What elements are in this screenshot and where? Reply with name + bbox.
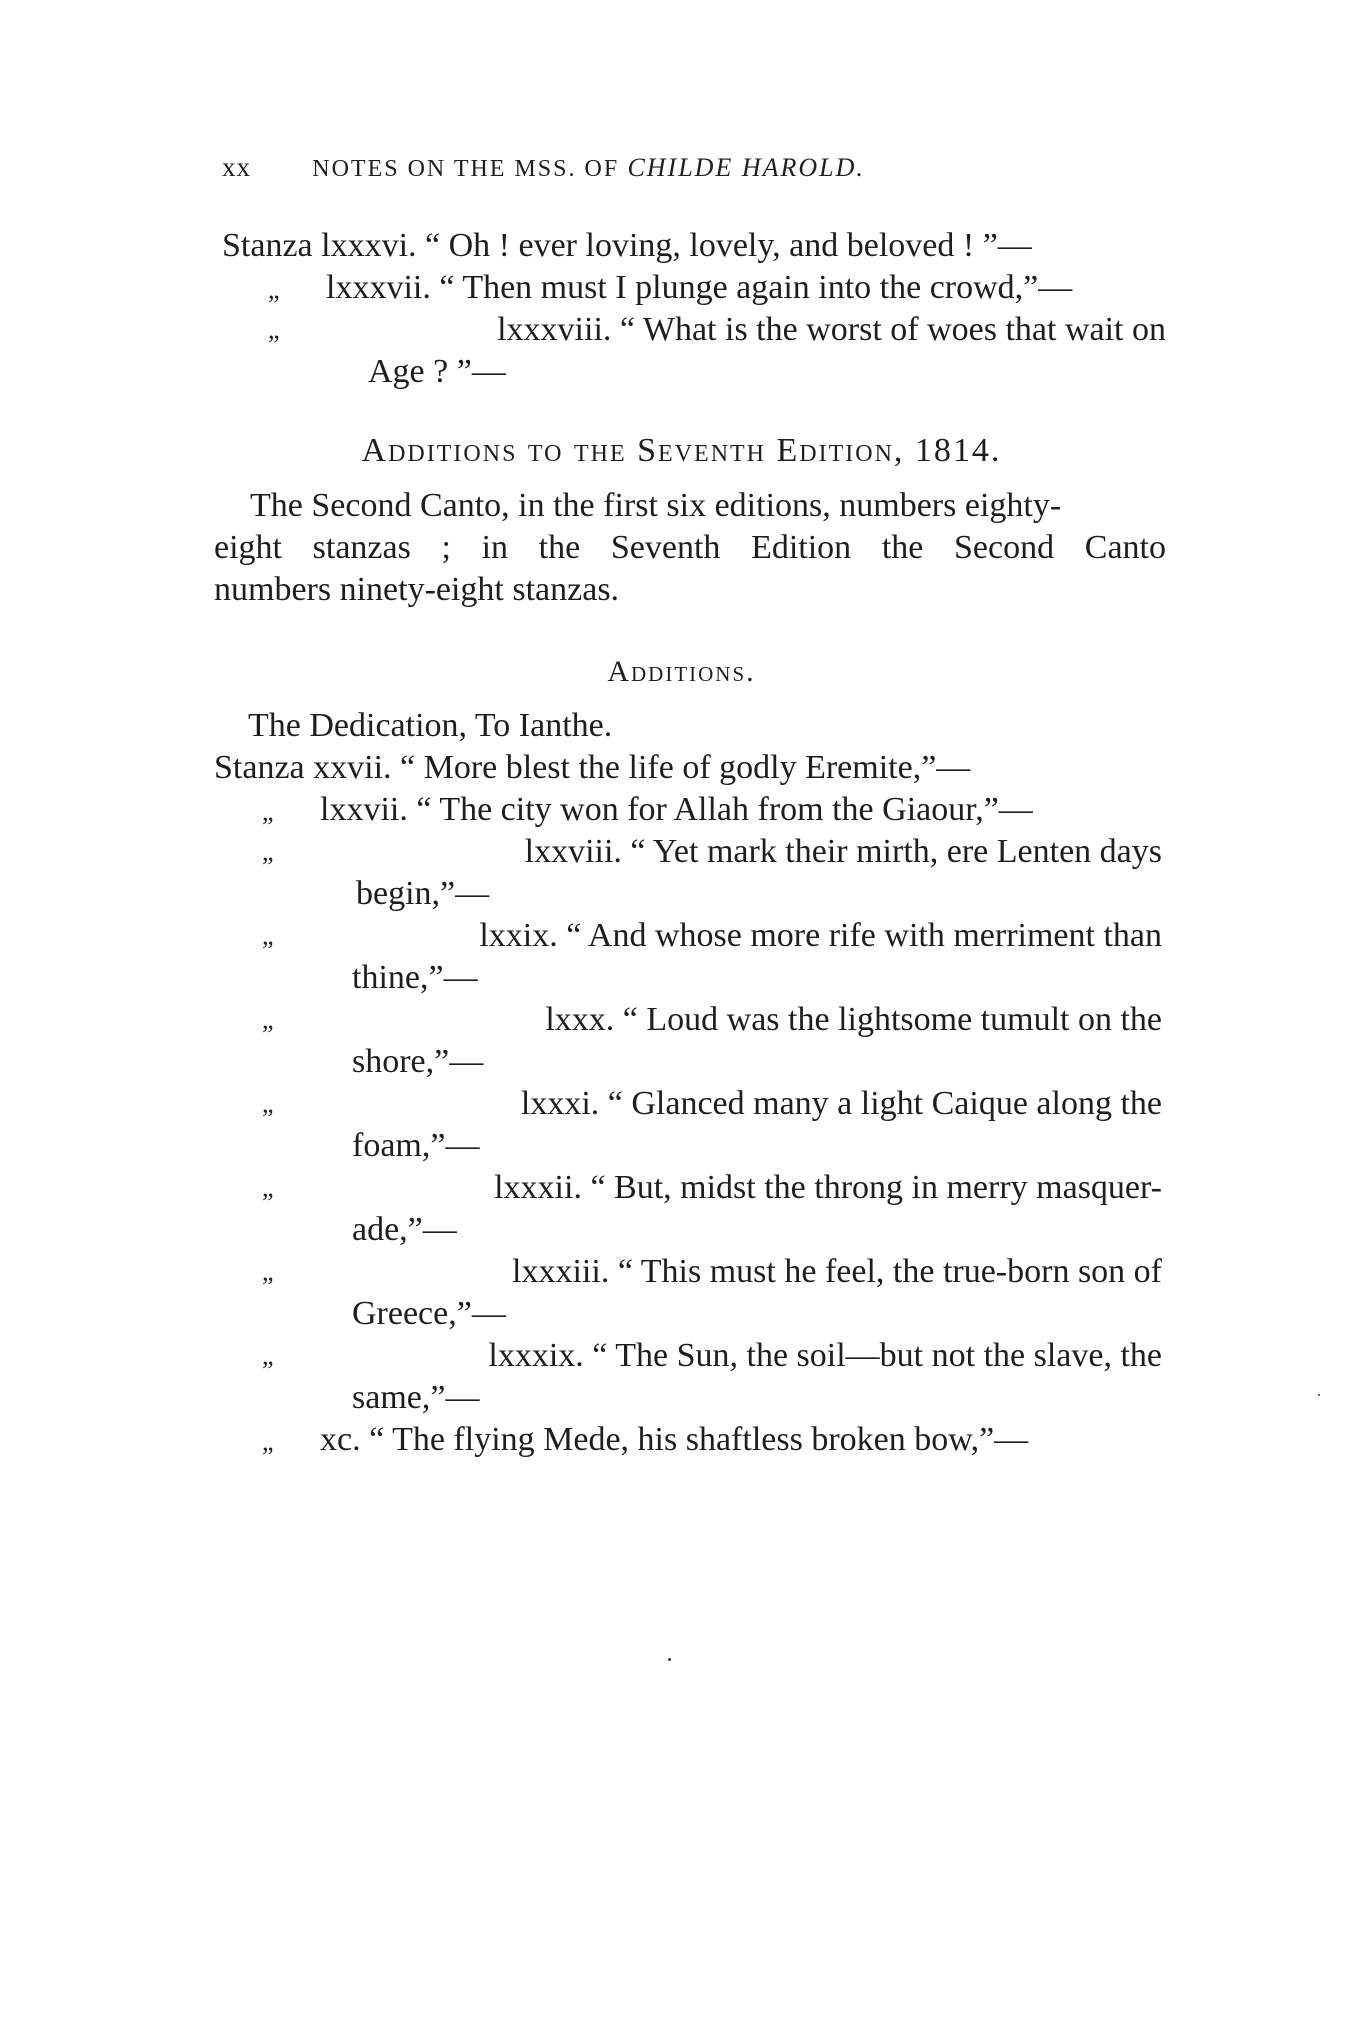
stanza-text: lxxxii. “ But, midst the throng in merry masquer- (494, 1169, 1162, 1206)
stanza-continuation: foam,”— (352, 1127, 480, 1164)
stanza-text: lxxxi. “ Glanced many a light Caique along the (520, 1085, 1162, 1122)
running-head-title: NOTES ON THE MSS. OF (312, 156, 620, 182)
stanza-entry (214, 748, 970, 788)
running-head-italic-title: CHILDE HAROLD. (627, 153, 865, 182)
stanza-text: lxxxix. “ The Sun, the soil—but not the slave, the (488, 1337, 1162, 1374)
ditto-mark: „ (262, 1173, 274, 1202)
stanza-entry (262, 1420, 1028, 1462)
stanza-entry (262, 790, 1033, 832)
ditto-mark: „ (268, 275, 280, 304)
stanza-continuation: begin,”— (356, 875, 490, 912)
stanza-text: xxvii. “ More blest the life of godly Eremite,”— (313, 749, 971, 786)
stanza-text: lxxix. “ And whose more rife with merriment than (479, 917, 1162, 954)
page-number: xx (222, 152, 251, 182)
stanza-text: lxxxvi. “ Oh ! ever loving, lovely, and beloved ! ”— (321, 227, 1032, 264)
stanza-continuation: Age ? ”— (368, 353, 506, 390)
stanza-text: lxxxvii. “ Then must I plunge again into the crowd,”— (326, 269, 1073, 306)
paragraph-line: eight stanzas ; in the Seventh Edition the Second Canto (214, 529, 1166, 566)
ditto-mark: „ (262, 1257, 274, 1286)
stanza-entry (262, 1336, 1162, 1376)
ditto-mark: „ (262, 1427, 274, 1456)
ditto-mark: „ (262, 921, 274, 950)
print-speck (668, 1658, 671, 1661)
dedication-line: The Dedication, To Ianthe. (248, 707, 613, 744)
running-head (222, 152, 1162, 183)
paragraph-line: The Second Canto, in the first six editions, numbers eighty- (250, 487, 1062, 524)
stanza-marker: Stanza (222, 227, 313, 264)
stanza-entry (262, 1000, 1162, 1040)
ditto-mark: „ (268, 315, 280, 344)
ditto-mark: „ (262, 1089, 274, 1118)
stanza-continuation: Greece,”— (352, 1295, 506, 1332)
stanza-entry (262, 1084, 1162, 1124)
stanza-entry (262, 832, 1162, 872)
stanza-text: lxxx. “ Loud was the lightsome tumult on the (545, 1001, 1162, 1038)
stanza-text: lxxviii. “ Yet mark their mirth, ere Lenten days (524, 833, 1162, 870)
stanza-entry (222, 226, 1032, 266)
stanza-text: lxxvii. “ The city won for Allah from the Giaour,”— (320, 791, 1033, 828)
stanza-continuation: thine,”— (352, 959, 478, 996)
print-speck (1318, 1394, 1320, 1396)
stanza-text: lxxxviii. “ What is the worst of woes that wait on (497, 311, 1166, 348)
additions-heading: Additions. (607, 655, 756, 688)
stanza-continuation: ade,”— (352, 1211, 457, 1248)
stanza-continuation: shore,”— (352, 1043, 484, 1080)
stanza-entry (268, 310, 1166, 350)
stanza-entry (262, 1252, 1162, 1292)
stanza-entry (268, 268, 1072, 310)
stanza-marker: Stanza (214, 749, 305, 786)
paragraph-line: numbers ninety-eight stanzas. (214, 571, 620, 608)
stanza-entry (262, 1168, 1162, 1208)
section-heading: Additions to the Seventh Edition, 1814. (361, 432, 1002, 469)
stanza-entry (262, 916, 1162, 956)
stanza-text: xc. “ The flying Mede, his shaftless broken bow,”— (320, 1421, 1029, 1458)
stanza-continuation: same,”— (352, 1379, 480, 1416)
ditto-mark: „ (262, 797, 274, 826)
ditto-mark: „ (262, 837, 274, 866)
ditto-mark: „ (262, 1005, 274, 1034)
stanza-text: lxxxiii. “ This must he feel, the true-born son of (512, 1253, 1162, 1290)
ditto-mark: „ (262, 1341, 274, 1370)
